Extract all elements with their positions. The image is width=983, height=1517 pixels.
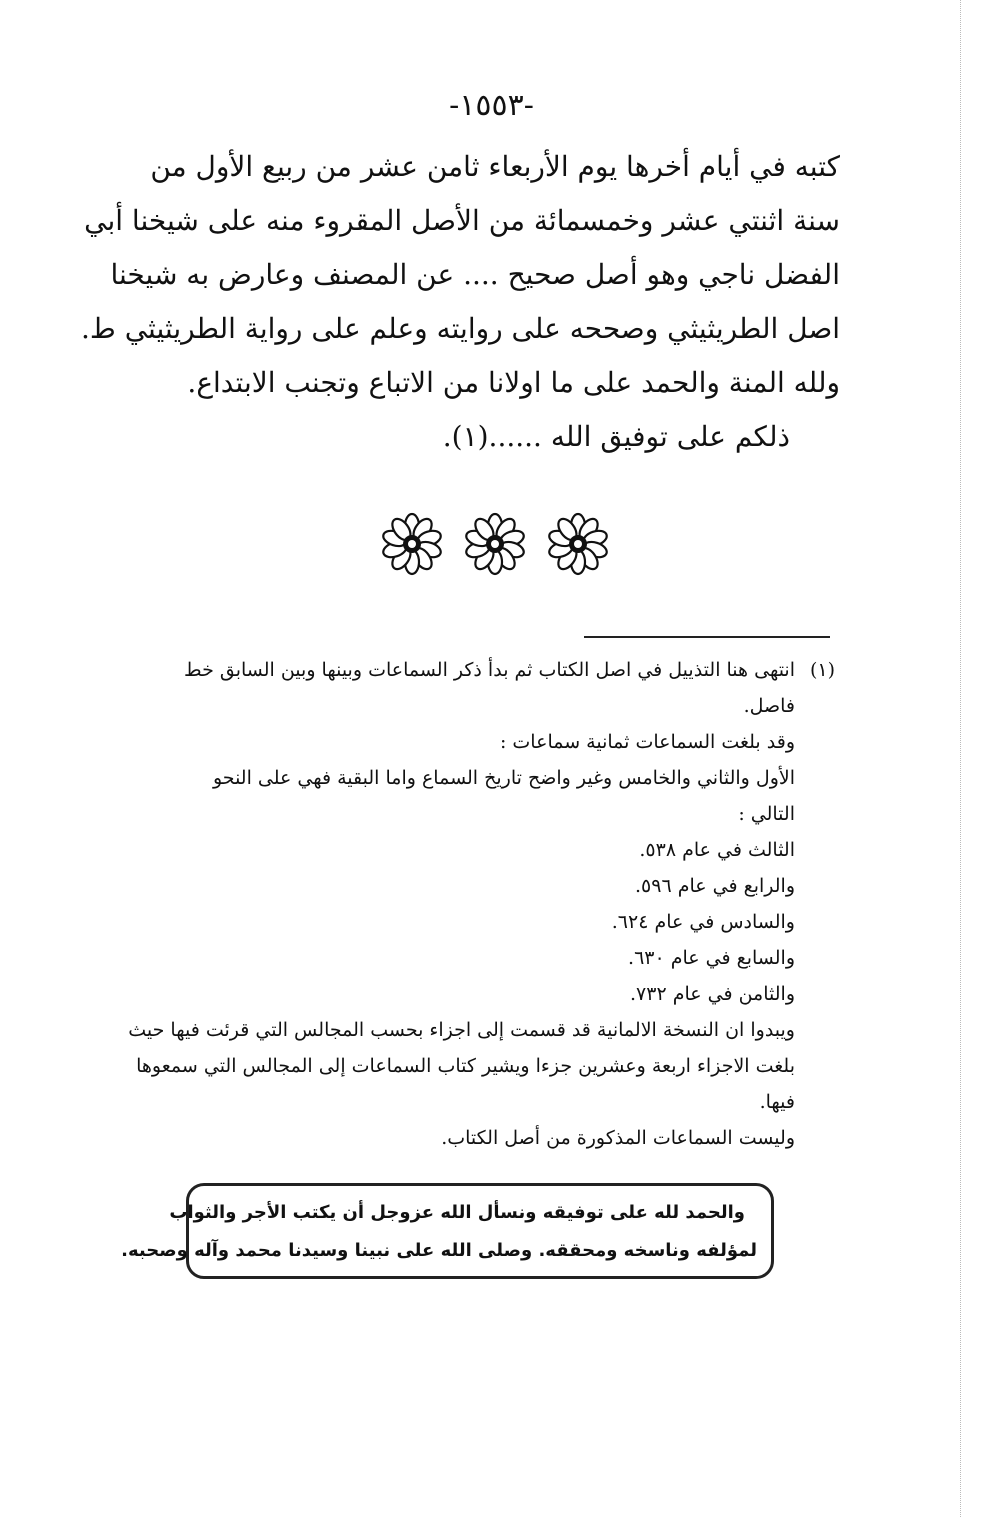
footnote-divider <box>584 636 830 638</box>
scan-margin-edge <box>960 0 961 1517</box>
footnote-text: انتهى هنا التذييل في اصل الكتاب ثم بدأ ذكر السماعات وبينها وبين السابق خط <box>184 659 795 681</box>
footnote-line: التالي : <box>738 803 795 825</box>
footnote-line <box>150 652 835 688</box>
main-text-line: كتبه في أيام أخرها يوم الأربعاء ثامن عشر من ربيع الأول من <box>150 150 840 183</box>
main-text-line: اصل الطريثيثي وصححه على روايته وعلم على رواية الطريثيثي ط. <box>81 312 840 345</box>
main-text-line: ذلكم على توفيق الله ......(١). <box>442 420 790 453</box>
footnote-marker: (١) <box>809 659 835 681</box>
footnote-line: وليست السماعات المذكورة من أصل الكتاب. <box>441 1127 795 1149</box>
footnote-line: الثالث في عام ٥٣٨. <box>639 839 795 861</box>
page-number: -١٥٥٣- <box>449 88 534 123</box>
footnote-line: بلغت الاجزاء اربعة وعشرين جزءا ويشير كتاب السماعات إلى المجالس التي سمعوها <box>136 1055 795 1077</box>
footnote-line: فاصل. <box>743 695 795 717</box>
footnote-line: والسادس في عام ٦٢٤. <box>611 911 795 933</box>
footnote-line: ويبدوا ان النسخة الالمانية قد قسمت إلى اجزاء بحسب المجالس التي قرئت فيها حيث <box>128 1019 795 1041</box>
footnote-line: فيها. <box>759 1091 795 1113</box>
flower-rosette-icon <box>380 512 444 576</box>
footnote-block <box>128 652 835 1156</box>
main-text-line: الفضل ناجي وهو أصل صحيح .... عن المصنف وعارض به شيخنا <box>110 258 840 291</box>
flower-rosette-icon <box>463 512 527 576</box>
closing-line: والحمد لله على توفيقه ونسأل الله عزوجل أن يكتب الأجر والثواب <box>169 1202 745 1223</box>
footnote-line: وقد بلغت السماعات ثمانية سماعات : <box>499 731 795 753</box>
footnote-line: والسابع في عام ٦٣٠. <box>628 947 795 969</box>
closing-prayer-box <box>121 1183 774 1279</box>
footnote-line: والثامن في عام ٧٣٢. <box>629 983 795 1005</box>
section-divider-ornaments <box>380 512 610 576</box>
main-text-line: سنة اثنتي عشر وخمسمائة من الأصل المقروء منه على شيخنا أبي <box>84 204 840 237</box>
flower-rosette-icon <box>546 512 610 576</box>
main-text-block <box>81 140 840 464</box>
closing-line: لمؤلفه وناسخه ومحققه. وصلى الله على نبينا وسيدنا محمد وآله وصحبه. <box>121 1240 757 1261</box>
footnote-line: والرابع في عام ٥٩٦. <box>634 875 795 897</box>
main-text-line: ولله المنة والحمد على ما اولانا من الاتباع وتجنب الابتداع. <box>187 366 840 399</box>
footnote-line: الأول والثاني والخامس وغير واضح تاريخ السماع واما البقية فهي على النحو <box>212 767 795 789</box>
